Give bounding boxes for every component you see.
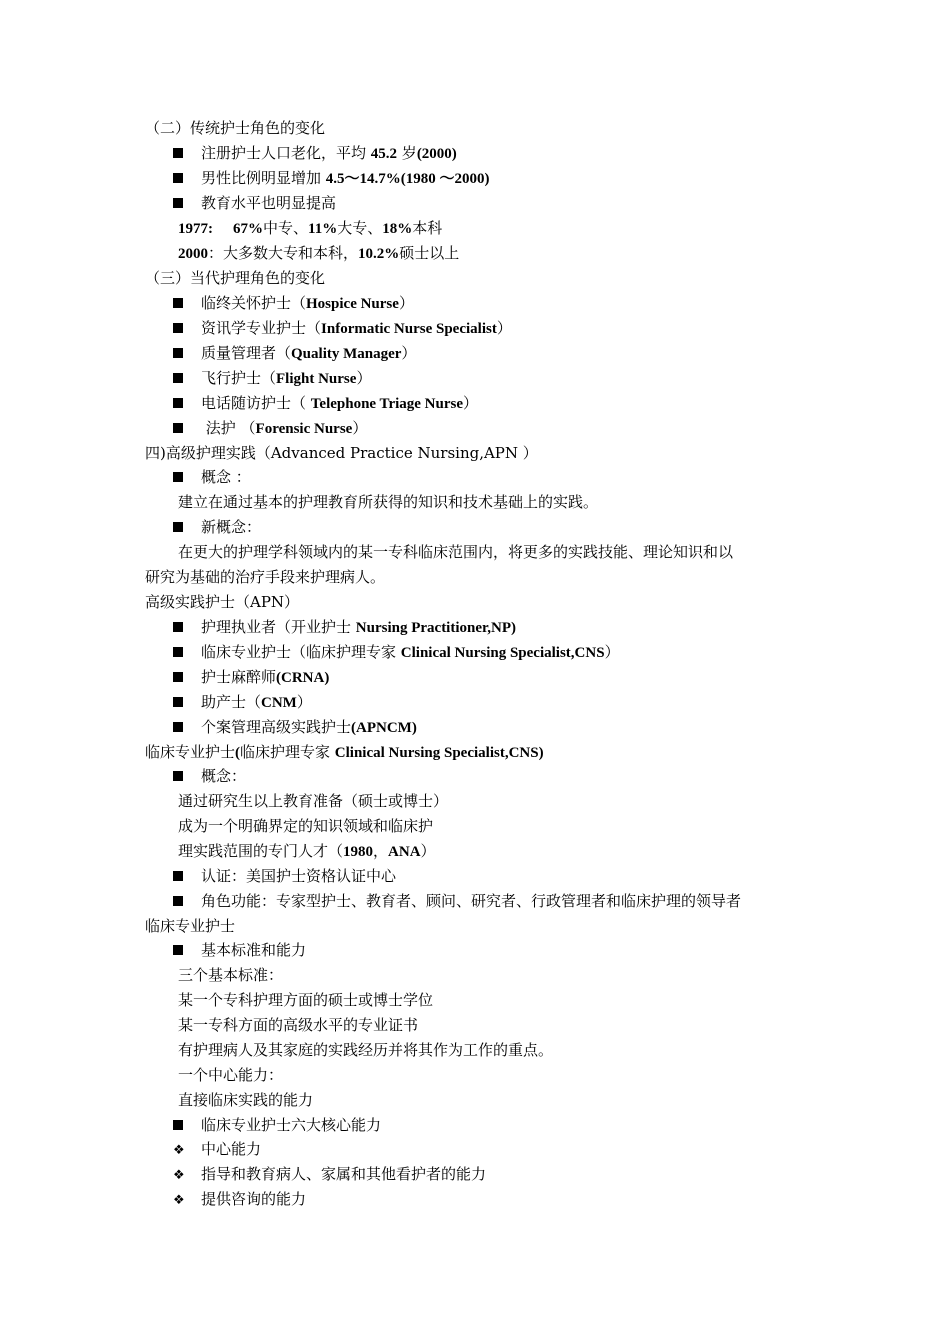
square-bullet-icon [173, 398, 183, 408]
square-bullet-icon [173, 1120, 183, 1130]
list-item: 男性比例明显增加 4.5～14.7%(1980 ～2000) [173, 168, 490, 189]
text-line: 1977: 67%中专、11%大专、18%本科 [178, 219, 443, 237]
text-line: 通过研究生以上教育准备（硕士或博士） [178, 792, 449, 810]
text-line: 直接临床实践的能力 [178, 1091, 314, 1109]
square-bullet-icon [173, 622, 183, 632]
list-item: 临终关怀护士（Hospice Nurse） [173, 293, 414, 314]
text-line: 成为一个明确界定的知识领域和临床护 [178, 817, 434, 835]
square-bullet-icon [173, 173, 183, 183]
list-item: 法护 （Forensic Nurse） [173, 418, 367, 439]
text-line: 一个中心能力： [178, 1066, 284, 1084]
text-line: 研究为基础的治疗手段来护理病人。 [145, 568, 386, 586]
text-line: 理实践范围的专门人才（1980，ANA） [178, 842, 436, 860]
square-bullet-icon [173, 348, 183, 358]
text-line: 三个基本标准： [178, 966, 284, 984]
list-item: 电话随访护士（ Telephone Triage Nurse） [173, 393, 478, 414]
list-item: 护理执业者（开业护士 Nursing Practitioner,NP) [173, 617, 516, 638]
square-bullet-icon [173, 771, 183, 781]
square-bullet-icon [173, 323, 183, 333]
text-line: 在更大的护理学科领域内的某一专科临床范围内，将更多的实践技能、理论知识和以 [178, 543, 734, 561]
square-bullet-icon [173, 198, 183, 208]
text-line: 某一专科方面的高级水平的专业证书 [178, 1016, 419, 1034]
square-bullet-icon [173, 522, 183, 532]
text-line: 2000：大多数大专和本科，10.2%硕士以上 [178, 244, 460, 262]
list-item: 新概念： [173, 517, 261, 537]
list-item: 注册护士人口老化，平均 45.2 岁(2000) [173, 143, 457, 164]
list-item: 基本标准和能力 [173, 940, 306, 960]
list-item: 资讯学专业护士（Informatic Nurse Specialist） [173, 318, 512, 339]
list-item: 概念 ： [173, 467, 251, 487]
diamond-bullet-icon: ❖ [173, 1193, 185, 1208]
list-item: 质量管理者（Quality Manager） [173, 343, 416, 364]
list-item: 角色功能：专家型护士、教育者、顾问、研究者、行政管理者和临床护理的领导者 [173, 891, 741, 911]
list-item: 护士麻醉师(CRNA) [173, 667, 329, 688]
text-line: 建立在通过基本的护理教育所获得的知识和技术基础上的实践。 [178, 493, 599, 511]
subheading: 高级实践护士（APN） [145, 593, 300, 611]
square-bullet-icon [173, 148, 183, 158]
section-heading-4: 四)高级护理实践（Advanced Practice Nursing,APN ） [145, 444, 538, 462]
square-bullet-icon [173, 722, 183, 732]
square-bullet-icon [173, 647, 183, 657]
square-bullet-icon [173, 423, 183, 433]
text-line: 某一个专科护理方面的硕士或博士学位 [178, 991, 434, 1009]
list-item: 个案管理高级实践护士(APNCM) [173, 717, 417, 738]
square-bullet-icon [173, 896, 183, 906]
square-bullet-icon [173, 871, 183, 881]
diamond-bullet-icon: ❖ [173, 1168, 185, 1183]
square-bullet-icon [173, 298, 183, 308]
list-item: 飞行护士（Flight Nurse） [173, 368, 371, 389]
subheading: 临床专业护士(临床护理专家 Clinical Nursing Specialist,CNS) [145, 743, 544, 761]
list-item: 认证：美国护士资格认证中心 [173, 866, 396, 886]
list-item: 助产士（CNM） [173, 692, 312, 713]
section-heading-3: （三）当代护理角色的变化 [145, 269, 326, 287]
subheading: 临床专业护士 [145, 917, 236, 935]
square-bullet-icon [173, 672, 183, 682]
list-item: 教育水平也明显提高 [173, 193, 336, 213]
diamond-bullet-icon: ❖ [173, 1143, 185, 1158]
section-heading-2: （二）传统护士角色的变化 [145, 119, 326, 137]
square-bullet-icon [173, 697, 183, 707]
list-item: 概念： [173, 766, 246, 786]
square-bullet-icon [173, 373, 183, 383]
list-item: ❖ 提供咨询的能力 [173, 1189, 306, 1211]
square-bullet-icon [173, 945, 183, 955]
text-line: 有护理病人及其家庭的实践经历并将其作为工作的重点。 [178, 1041, 554, 1059]
list-item: 临床专业护士（临床护理专家 Clinical Nursing Specialist,CNS） [173, 642, 620, 663]
list-item: ❖ 指导和教育病人、家属和其他看护者的能力 [173, 1164, 486, 1186]
list-item: ❖ 中心能力 [173, 1139, 261, 1161]
square-bullet-icon [173, 472, 183, 482]
list-item: 临床专业护士六大核心能力 [173, 1115, 381, 1135]
